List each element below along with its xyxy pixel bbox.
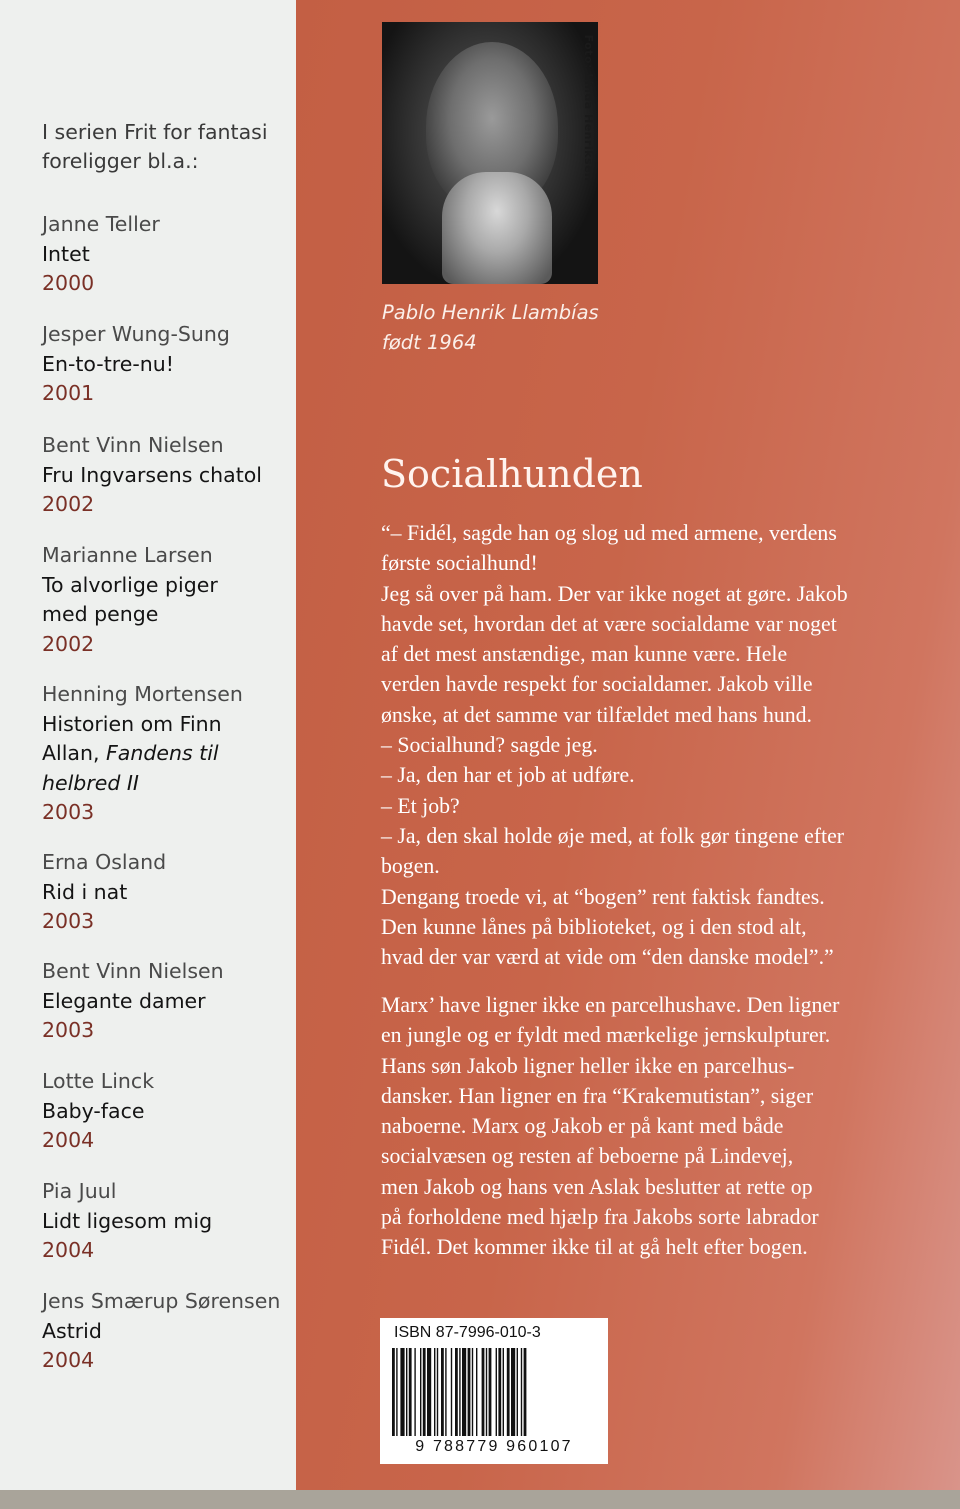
series-book-title: Elegante damer (42, 988, 206, 1013)
barcode-bar (489, 1348, 492, 1436)
series-book-title: helbred II (42, 770, 139, 795)
barcode-bar (503, 1348, 504, 1436)
series-book-author: Lotte Linck (42, 1069, 155, 1093)
isbn-label: ISBN 87-7996-010-3 (394, 1324, 541, 1341)
author-hands (442, 172, 552, 284)
barcode-bar (472, 1348, 473, 1436)
barcode-number: 9 788779 960107 (415, 1438, 573, 1455)
barcode-bars (390, 1348, 598, 1436)
barcode-bar (482, 1348, 485, 1436)
series-book-author: Bent Vinn Nielsen (42, 959, 224, 983)
blurb-line: Hans søn Jakob ligner heller ikke en parcelhus- (381, 1053, 795, 1078)
barcode-bar (459, 1348, 460, 1436)
excerpt-line: af det mest anstændige, man kunne være. Hele (381, 642, 788, 667)
excerpt-line: havde set, hvordan det at være socialdame var noget (381, 611, 837, 636)
barcode-bar (396, 1348, 397, 1436)
series-book (42, 210, 292, 299)
barcode-bar (400, 1348, 404, 1436)
series-book-title: Historien om Finn (42, 711, 222, 736)
excerpt-line: – Ja, den skal holde øje med, at folk gør tingene efter (381, 823, 845, 848)
barcode-bar (409, 1348, 412, 1436)
barcode-bar (414, 1348, 415, 1436)
series-book-year: 2003 (42, 800, 95, 824)
series-book-year: 2002 (42, 492, 95, 516)
barcode-bar (423, 1348, 426, 1436)
excerpt-line: ønske, at det samme var tilfældet med hans hund. (381, 702, 812, 727)
blurb-line: socialvæsen og resten af beboerne på Lindevej, (381, 1144, 794, 1169)
series-book (42, 1067, 292, 1156)
photo-credit: Foto: Linda Henriksen (582, 34, 595, 182)
barcode-bar (468, 1348, 471, 1436)
book-title: Socialhunden (381, 452, 643, 496)
series-book-year: 2004 (42, 1348, 95, 1372)
barcode-bar (445, 1348, 446, 1436)
barcode-bar (517, 1348, 518, 1436)
series-book-year: 2003 (42, 1018, 95, 1042)
series-book-author: Janne Teller (42, 212, 160, 236)
series-book-author: Bent Vinn Nielsen (42, 433, 224, 457)
series-book-year: 2004 (42, 1238, 95, 1262)
excerpt-line: – Ja, den har et job at udføre. (381, 763, 635, 788)
barcode-bar (441, 1348, 444, 1436)
series-book-author: Jesper Wung-Sung (42, 322, 230, 346)
series-book (42, 320, 292, 409)
series-book-title: En-to-tre-nu! (42, 351, 174, 376)
excerpt-line: Dengang troede vi, at “bogen” rent faktisk fandtes. (381, 884, 825, 909)
series-book (42, 1287, 292, 1376)
series-book (42, 541, 292, 659)
excerpt-line: bogen. (381, 854, 440, 879)
series-book (42, 1177, 292, 1266)
series-list-panel (0, 0, 296, 1490)
blurb-line: naboerne. Marx og Jakob er på kant med både (381, 1114, 784, 1139)
series-book-author: Erna Osland (42, 850, 167, 874)
series-book-title: Astrid (42, 1318, 102, 1343)
excerpt-line: – Et job? (381, 793, 460, 818)
book-excerpt (381, 518, 941, 972)
barcode-bar (521, 1348, 522, 1436)
author-born: født 1964 (382, 331, 477, 354)
barcode-bar (524, 1348, 527, 1436)
series-book (42, 957, 292, 1046)
series-book-title: Lidt ligesom mig (42, 1208, 213, 1233)
series-book-year: 2003 (42, 909, 95, 933)
blurb-line: på forholdene med hjælp fra Jakobs sorte labrador (381, 1205, 819, 1230)
blurb-line: en jungle og er fyldt med mærkelige jernskulpturer. (381, 1023, 831, 1048)
blurb-line: Fidél. Det kommer ikke til at gå helt efter bogen. (381, 1235, 808, 1260)
excerpt-line: “– Fidél, sagde han og slog ud med armene, verdens (381, 521, 837, 545)
series-book (42, 680, 292, 828)
barcode-bar (462, 1348, 466, 1436)
series-book-title: med penge (42, 602, 159, 626)
barcode-bar (427, 1348, 431, 1436)
series-book-title: Rid i nat (42, 879, 128, 904)
author-name: Pablo Henrik Llambías (382, 301, 599, 324)
series-book-year: 2002 (42, 631, 95, 656)
excerpt-line: – Socialhund? sagde jeg. (381, 733, 598, 758)
excerpt-line: verden havde respekt for socialdamer. Jakob ville (381, 672, 813, 697)
excerpt-line: hvad der var værd at vide om “den danske model”.” (381, 945, 834, 970)
series-book-author: Jens Smærup Sørensen (42, 1289, 281, 1313)
barcode-bar (455, 1348, 458, 1436)
book-blurb (381, 990, 941, 1263)
barcode-bar (420, 1348, 421, 1436)
author-caption (382, 298, 682, 358)
barcode-bar (507, 1348, 510, 1436)
excerpt-line: Jeg så over på ham. Der var ikke noget at gøre. Jakob (381, 581, 848, 606)
blurb-line: dansker. Han ligner en fra “Krakemutistan”, siger (381, 1083, 814, 1108)
series-intro-line: I serien Frit for fantasi (42, 120, 268, 144)
barcode-bar (486, 1348, 487, 1436)
barcode-bar (437, 1348, 438, 1436)
series-book-title: Fru Ingvarsens chatol (42, 462, 262, 487)
series-book-author: Henning Mortensen (42, 682, 243, 706)
series-intro (42, 118, 282, 176)
series-book-author: Pia Juul (42, 1179, 117, 1203)
barcode-bar (498, 1348, 501, 1436)
barcode-bar (392, 1348, 395, 1436)
series-book-year: 2004 (42, 1128, 95, 1152)
italic-title-part: Fandens til (106, 741, 219, 765)
blurb-line: men Jakob og hans ven Aslak beslutter at rette op (381, 1174, 813, 1199)
series-intro-line: foreligger bl.a.: (42, 149, 199, 173)
blurb-line: Marx’ have ligner ikke en parcelhushave. Den ligner (381, 993, 840, 1017)
series-book-title: Baby-face (42, 1098, 145, 1123)
series-book-year: 2000 (42, 271, 95, 295)
barcode-box (380, 1318, 608, 1464)
author-photo (382, 22, 598, 284)
excerpt-line: første socialhund! (381, 551, 538, 576)
barcode-bar (451, 1348, 452, 1436)
excerpt-line: Den kunne lånes på biblioteket, og i den stod alt, (381, 914, 807, 939)
barcode-bar (434, 1348, 435, 1436)
barcode-bar (476, 1348, 477, 1436)
series-book-title: Allan, Fandens til (42, 741, 219, 765)
barcode-bar (496, 1348, 497, 1436)
series-book-author: Marianne Larsen (42, 543, 213, 567)
series-book-title: Intet (42, 241, 90, 266)
series-book-title: To alvorlige piger (42, 572, 218, 597)
series-book (42, 431, 292, 520)
barcode-bar (406, 1348, 407, 1436)
series-book-year: 2001 (42, 381, 95, 405)
series-book (42, 848, 292, 937)
barcode-bar (511, 1348, 515, 1436)
